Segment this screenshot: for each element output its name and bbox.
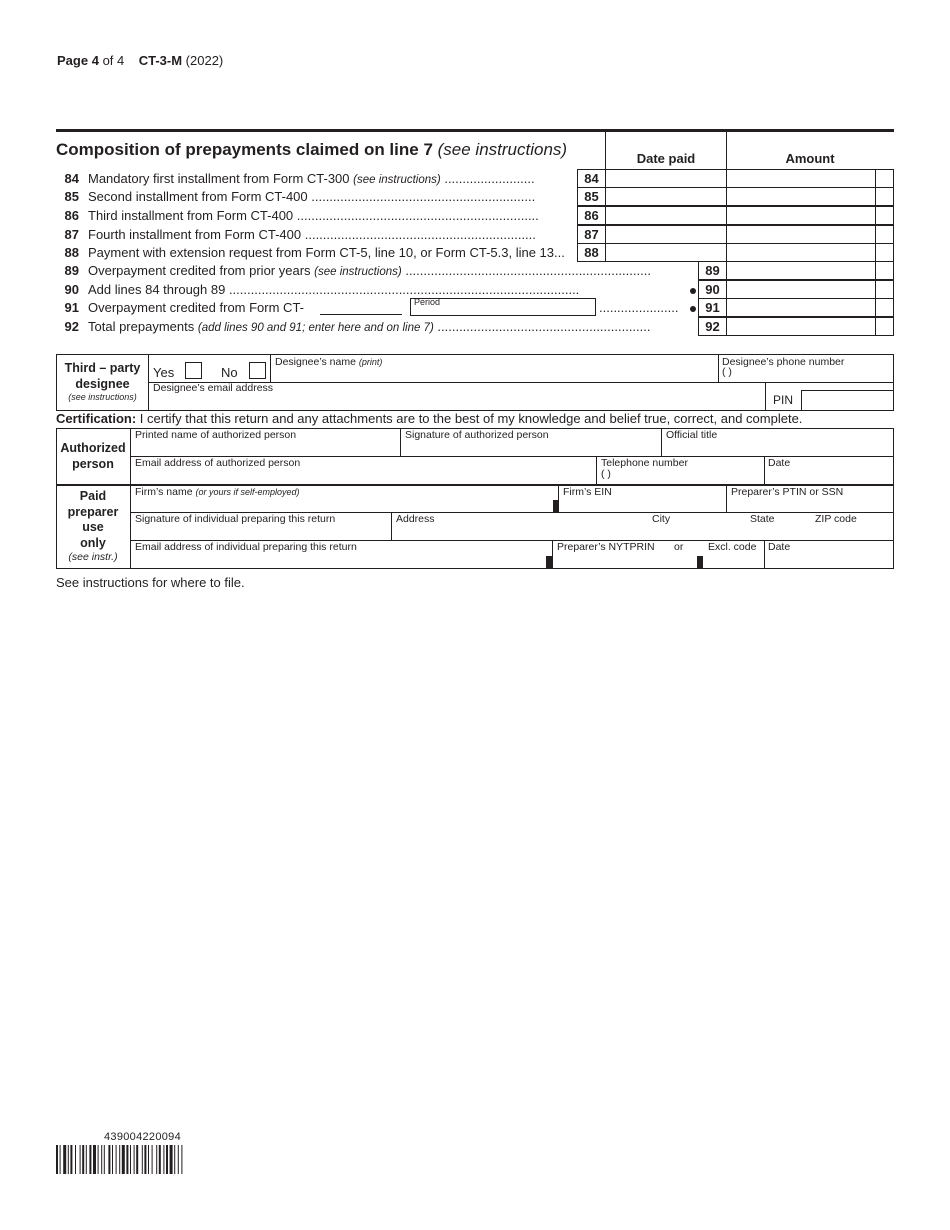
excl-marker xyxy=(697,556,703,569)
barcode-bar xyxy=(148,1145,149,1174)
nytprin-field[interactable]: Preparer’s NYTPRIN xyxy=(557,541,655,553)
required-bullet-icon xyxy=(690,306,696,312)
line-box-number: 84 xyxy=(577,169,606,188)
col-amount-header: Amount xyxy=(785,151,835,166)
line-description: Second installment from Form CT-400 .............................................................. xyxy=(88,189,536,204)
col-date-paid-header: Date paid xyxy=(636,151,696,166)
form-year: (2022) xyxy=(185,53,224,68)
section-top-rule xyxy=(56,129,894,132)
amount-cents-field[interactable] xyxy=(875,187,894,206)
authorized-date-field[interactable]: Date xyxy=(768,457,791,469)
required-bullet-icon xyxy=(690,288,696,294)
header-divider xyxy=(726,131,727,169)
nytprin-marker xyxy=(546,556,553,569)
barcode-bar xyxy=(63,1145,66,1174)
prep-divider xyxy=(764,540,765,569)
amount-field[interactable] xyxy=(726,243,876,262)
date-paid-field[interactable] xyxy=(605,169,727,188)
line-description: Overpayment credited from Form CT- xyxy=(88,300,304,315)
amount-cents-field[interactable] xyxy=(875,317,894,336)
barcode-bar xyxy=(60,1145,61,1174)
barcode-bar xyxy=(122,1145,125,1174)
barcode-bar xyxy=(156,1145,157,1174)
authorized-label: Authorized person xyxy=(60,441,126,471)
line-box-number: 89 xyxy=(698,261,727,280)
page-total: of 4 xyxy=(102,53,125,68)
line-description: Mandatory first installment from Form CT-300 (see instructions) ......................... xyxy=(88,171,535,186)
barcode-bar xyxy=(174,1145,175,1174)
amount-cents-field[interactable] xyxy=(875,225,894,244)
amount-field[interactable] xyxy=(726,169,876,188)
designee-divider xyxy=(270,354,271,382)
line-box-number: 88 xyxy=(577,243,606,262)
barcode-bar xyxy=(80,1145,81,1174)
period-field[interactable] xyxy=(410,298,596,316)
prep-divider xyxy=(130,485,131,569)
barcode-image xyxy=(56,1145,240,1174)
official-title-field[interactable]: Official title xyxy=(666,429,718,441)
line-number: 86 xyxy=(64,208,79,223)
barcode-bar xyxy=(126,1145,128,1174)
ptin-field[interactable]: Preparer’s PTIN or SSN xyxy=(731,486,844,498)
barcode-bar xyxy=(170,1145,173,1174)
telephone-field[interactable]: Telephone number ( ) xyxy=(601,457,688,480)
barcode-bar xyxy=(112,1145,113,1174)
barcode-bar xyxy=(56,1145,58,1174)
designee-email-field[interactable]: Designee’s email address xyxy=(153,382,274,394)
line-box-number: 91 xyxy=(698,298,727,317)
date-paid-field[interactable] xyxy=(605,243,727,262)
amount-cents-field[interactable] xyxy=(875,261,894,280)
line-description: Fourth installment from Form CT-400 ................................................................ xyxy=(88,227,536,242)
line-description: Total prepayments (add lines 90 and 91; enter here and on line 7) ........................................................... xyxy=(88,319,651,334)
auth-divider xyxy=(400,428,401,456)
amount-cents-field[interactable] xyxy=(875,206,894,225)
barcode-bar xyxy=(70,1145,72,1174)
form-ct-number-field[interactable] xyxy=(320,314,402,315)
barcode-bar xyxy=(104,1145,105,1174)
no-label: No xyxy=(221,365,238,380)
amount-cents-field[interactable] xyxy=(875,280,894,299)
line-description: Payment with extension request from Form CT-5, line 10, or Form CT-5.3, line 13... xyxy=(88,245,565,260)
printed-name-field[interactable]: Printed name of authorized person xyxy=(135,429,297,441)
auth-divider xyxy=(661,428,662,456)
barcode-bar xyxy=(98,1145,99,1174)
no-checkbox[interactable] xyxy=(249,362,266,379)
line-number: 89 xyxy=(64,263,79,278)
pin-label: PIN xyxy=(773,393,794,407)
line-note: (add lines 90 and 91; enter here and on line 7) xyxy=(197,322,434,334)
amount-field[interactable] xyxy=(726,280,876,299)
amount-field[interactable] xyxy=(726,206,876,225)
designee-divider xyxy=(765,382,766,411)
barcode-bar xyxy=(144,1145,146,1174)
designee-divider xyxy=(718,354,719,382)
preparer-signature-field[interactable]: Signature of individual preparing this return xyxy=(135,513,336,525)
barcode-bar xyxy=(134,1145,135,1174)
barcode-bar xyxy=(89,1145,91,1174)
amount-field[interactable] xyxy=(726,187,876,206)
page-label: Page xyxy=(57,53,89,68)
page-number: 4 xyxy=(91,53,99,68)
barcode-bar xyxy=(142,1145,143,1174)
line-description: Overpayment credited from prior years (see instructions) .................................................................... xyxy=(88,263,651,278)
amount-cents-field[interactable] xyxy=(875,243,894,262)
preparer-date-field[interactable]: Date xyxy=(768,541,791,553)
page-header xyxy=(57,53,223,68)
amount-cents-field[interactable] xyxy=(875,298,894,317)
address-field[interactable]: Address xyxy=(396,513,435,525)
or-label: or xyxy=(674,541,684,553)
preparer-email-field[interactable]: Email address of individual preparing this return xyxy=(135,541,357,553)
city-field[interactable]: City xyxy=(652,513,671,525)
authorized-signature-field[interactable]: Signature of authorized person xyxy=(405,429,549,441)
yes-checkbox[interactable] xyxy=(185,362,202,379)
barcode-bar xyxy=(93,1145,96,1174)
paid-preparer-label: Paid preparer use only xyxy=(67,489,119,550)
period-label: Period xyxy=(414,297,441,307)
barcode-number: 439004220094 xyxy=(104,1131,182,1143)
line-box-number: 86 xyxy=(577,206,606,225)
line-description: Third installment from Form CT-400 ................................................................... xyxy=(88,208,539,223)
designee-name-field[interactable]: Designee’s name (print) xyxy=(275,356,383,368)
pin-field[interactable] xyxy=(801,390,894,411)
designee-note: (see instructions) xyxy=(68,392,137,402)
auth-divider xyxy=(596,456,597,485)
barcode-bar xyxy=(68,1145,69,1174)
line-box-number: 90 xyxy=(698,280,727,299)
date-paid-field[interactable] xyxy=(605,225,727,244)
barcode-bar xyxy=(152,1145,153,1174)
excl-code-field[interactable]: Excl. code xyxy=(708,541,757,553)
zip-field[interactable]: ZIP code xyxy=(815,513,857,525)
barcode-bar xyxy=(82,1145,84,1174)
preparer-note: (see instr.) xyxy=(68,551,118,563)
barcode-bar xyxy=(163,1145,164,1174)
line-number: 92 xyxy=(64,319,79,334)
line-number: 88 xyxy=(64,245,79,260)
date-paid-field[interactable] xyxy=(605,206,727,225)
amount-field[interactable] xyxy=(726,261,876,280)
amount-field[interactable] xyxy=(726,225,876,244)
line-note: (see instructions) xyxy=(353,174,441,186)
line-number: 91 xyxy=(64,300,79,315)
firm-ein-field[interactable]: Firm’s EIN xyxy=(563,486,612,498)
state-field[interactable]: State xyxy=(750,513,775,525)
line-description: Add lines 84 through 89 ................................................................................................. xyxy=(88,282,580,297)
header-divider xyxy=(605,131,606,169)
line-note: (see instructions) xyxy=(314,266,402,278)
barcode-bar xyxy=(86,1145,87,1174)
barcode-bar xyxy=(116,1145,117,1174)
line-box-number: 92 xyxy=(698,317,727,336)
barcode-bar xyxy=(159,1145,161,1174)
designee-phone-field[interactable]: Designee’s phone number ( ) xyxy=(722,356,845,378)
barcode-bar xyxy=(166,1145,168,1174)
certification-text: Certification: I certify that this return and any attachments are to the best of my knowledge and belief true, correct, and complete. xyxy=(56,411,803,426)
date-paid-field[interactable] xyxy=(605,187,727,206)
barcode-bar xyxy=(178,1145,179,1174)
yes-label: Yes xyxy=(153,365,175,380)
filing-instructions-note: See instructions for where to file. xyxy=(56,575,245,590)
auth-divider xyxy=(764,456,765,485)
line-box-number: 87 xyxy=(577,225,606,244)
barcode-bar xyxy=(119,1145,120,1174)
section-title: Composition of prepayments claimed on line 7 (see instructions) xyxy=(56,140,568,159)
barcode-bar xyxy=(101,1145,102,1174)
amount-field[interactable] xyxy=(726,317,876,336)
section-title-note: (see instructions) xyxy=(437,140,568,159)
third-party-label: Third – party designee xyxy=(64,361,141,391)
line-number: 87 xyxy=(64,227,79,242)
line-number: 90 xyxy=(64,282,79,297)
barcode-bar xyxy=(75,1145,76,1174)
line-number: 85 xyxy=(64,189,79,204)
barcode-bar xyxy=(130,1145,131,1174)
line-box-number: 85 xyxy=(577,187,606,206)
amount-cents-field[interactable] xyxy=(875,169,894,188)
subtotal-rule xyxy=(726,279,894,281)
prep-divider xyxy=(391,512,392,540)
barcode-bar xyxy=(181,1145,182,1174)
ein-marker xyxy=(553,500,559,512)
form-id: CT-3-M xyxy=(138,53,183,68)
barcode-bar xyxy=(136,1145,138,1174)
line-dots: ...................... xyxy=(599,300,679,315)
line-number: 84 xyxy=(64,171,79,186)
amount-field[interactable] xyxy=(726,298,876,317)
firm-name-field[interactable]: Firm’s name (or yours if self-employed) xyxy=(135,486,300,498)
prep-divider xyxy=(726,485,727,512)
barcode-bar xyxy=(108,1145,110,1174)
authorized-email-field[interactable]: Email address of authorized person xyxy=(135,457,301,469)
